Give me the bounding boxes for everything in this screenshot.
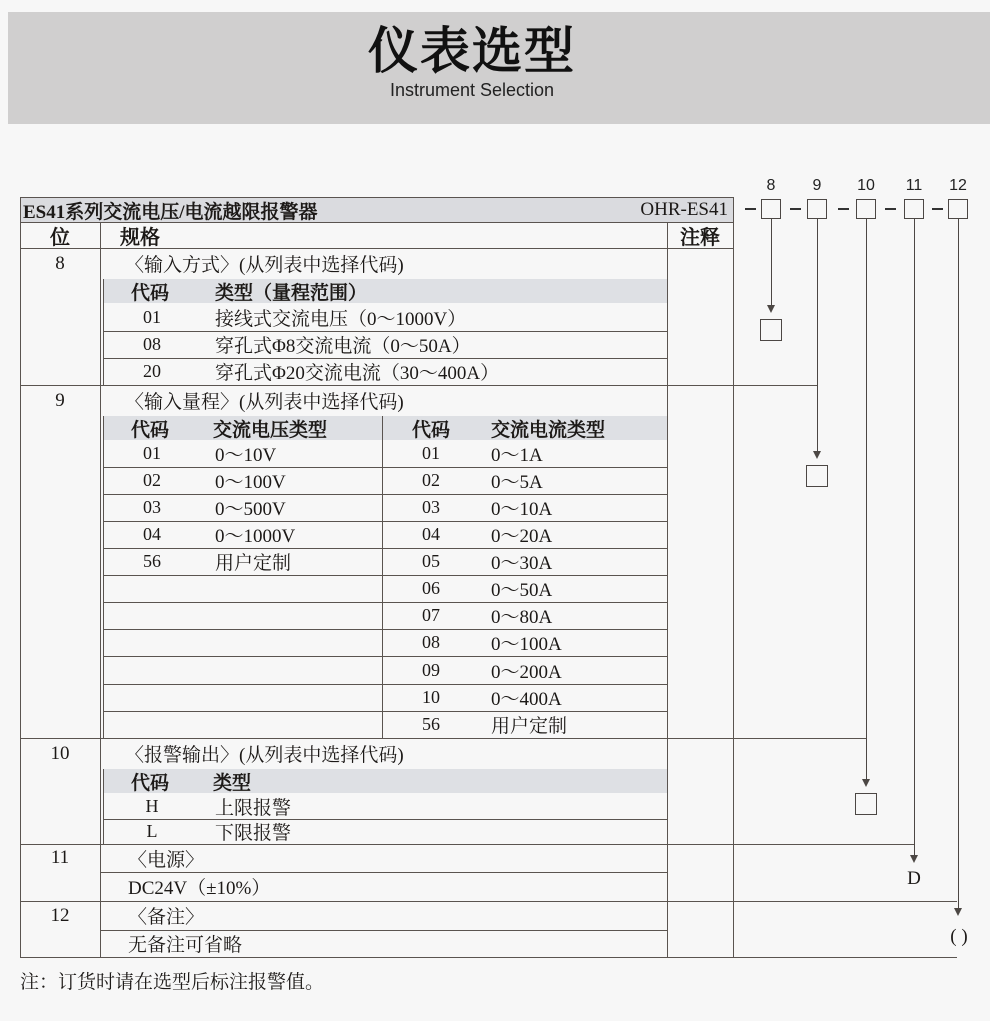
table-line <box>20 197 733 198</box>
pos9-volt-range: 0～100V <box>215 472 286 493</box>
pos8-row-type: 穿孔式Φ8交流电流（0～50A） <box>215 336 471 357</box>
remark-placeholder: ( ) <box>950 926 968 947</box>
pos10-subheader-band <box>103 769 667 793</box>
pos9-curr-code: 04 <box>422 524 440 544</box>
pos12-id: 12 <box>50 904 70 926</box>
pos11-value: DC24V（±10%） <box>128 878 271 899</box>
pos9-curr-code: 08 <box>422 632 440 652</box>
pos10-id: 10 <box>50 742 70 764</box>
target-box-8 <box>760 319 782 341</box>
arrow-down-icon <box>954 908 962 916</box>
subtable-line <box>103 521 667 522</box>
pos9-volt-range: 0～10V <box>215 445 277 466</box>
subtable-line <box>103 656 667 657</box>
pos9-volt-code: 56 <box>143 551 161 571</box>
connector-line-10 <box>866 219 867 779</box>
pos9-curr-code: 01 <box>422 443 440 463</box>
table-left-border <box>20 197 21 957</box>
arrow-down-icon <box>862 779 870 787</box>
arrow-down-icon <box>910 855 918 863</box>
pos9-volt-code: 02 <box>143 470 161 490</box>
subtable-line <box>103 575 667 576</box>
subtable-line <box>103 819 667 820</box>
pos9-curr-code: 03 <box>422 497 440 517</box>
pos9-id: 9 <box>55 389 65 411</box>
digit-label-10: 10 <box>857 177 875 194</box>
connector-line-12 <box>958 219 959 908</box>
dash-separator <box>885 208 896 210</box>
series-title: ES41系列交流电压/电流越限报警器 <box>23 201 318 223</box>
subtable-line <box>103 711 667 712</box>
dash-separator <box>838 208 849 210</box>
pos9-volt-range: 用户定制 <box>215 553 292 574</box>
digit-box-9 <box>807 199 827 219</box>
pos9-curr-range: 0～5A <box>491 472 543 493</box>
pos10-row-code: H <box>145 795 159 816</box>
connector-line-8 <box>771 219 772 305</box>
digit-label-8: 8 <box>766 177 776 194</box>
pos10-row-type: 上限报警 <box>215 797 292 819</box>
page-title: 仪表选型 <box>368 23 576 79</box>
pos9-curr-code: 10 <box>422 687 440 707</box>
note-column-divider <box>667 222 668 957</box>
subtable-line <box>103 684 667 685</box>
digit-label-9: 9 <box>812 177 822 194</box>
pos8-row-code: 01 <box>143 306 161 327</box>
table-bottom-line <box>20 957 957 958</box>
pos11-title: 〈电源〉 <box>128 849 205 871</box>
pos9-curr-code: 05 <box>422 551 440 571</box>
connector-line-11 <box>914 219 915 855</box>
pos9-title: 〈输入量程〉(从列表中选择代码) <box>125 392 404 413</box>
pos9-curr-code: 07 <box>422 605 440 625</box>
digit-box-12 <box>948 199 968 219</box>
arrow-down-icon <box>767 305 775 313</box>
pos10-col-type: 类型 <box>213 772 252 794</box>
pos12-value: 无备注可省略 <box>128 935 243 956</box>
pos9-volt-code: 03 <box>143 497 161 517</box>
power-default-code: D <box>907 868 921 889</box>
digit-label-12: 12 <box>949 177 967 194</box>
digit-box-10 <box>856 199 876 219</box>
pos10-row-code: L <box>146 821 158 841</box>
pos8-subtable-left-border <box>103 279 104 385</box>
pos9-curr-range: 0～100A <box>491 634 562 655</box>
pos9-curr-code: 09 <box>422 659 440 680</box>
pos9-volt-code: 04 <box>143 524 161 544</box>
target-box-10 <box>855 793 877 815</box>
pos8-title: 〈输入方式〉(从列表中选择代码) <box>125 255 404 276</box>
dash-separator <box>932 208 943 210</box>
pos9-curr-range: 0～20A <box>491 526 553 547</box>
pos12-title: 〈备注〉 <box>128 907 205 928</box>
pos8-row-type: 穿孔式Φ20交流电流（30～400A） <box>215 363 500 384</box>
pos9-volt-range: 0～500V <box>215 499 286 520</box>
pos9-col-code-left: 代码 <box>130 419 169 441</box>
pos-column-divider <box>100 222 101 957</box>
pos9-curr-range: 用户定制 <box>491 716 568 737</box>
footnote: 注：订货时请在选型后标注报警值。 <box>20 971 325 993</box>
pos10-row-type: 下限报警 <box>215 823 292 844</box>
pos9-col-code-right: 代码 <box>411 419 450 441</box>
pos11-id: 11 <box>50 847 70 868</box>
pos9-volt-code: 01 <box>143 443 161 463</box>
pos8-row-code: 20 <box>143 361 161 381</box>
table-right-border <box>733 197 734 957</box>
pos10-subtable-left-border <box>103 769 104 844</box>
arrow-down-icon <box>813 451 821 459</box>
pos8-row-type: 接线式交流电压（0～1000V） <box>215 308 467 330</box>
pos9-subtable-left-border <box>103 416 104 738</box>
dash-separator <box>745 208 756 210</box>
subtable-line <box>103 494 667 495</box>
col-header-pos: 位 <box>50 226 70 249</box>
pos9-curr-range: 0～50A <box>491 580 553 601</box>
subtable-line <box>103 467 667 468</box>
pos9-curr-range: 0～400A <box>491 689 562 710</box>
model-prefix: OHR-ES41 <box>640 199 728 220</box>
pos8-col-type: 类型（量程范围） <box>215 282 368 304</box>
page-banner <box>8 12 990 124</box>
subtable-line <box>103 602 667 603</box>
pos9-curr-range: 0～80A <box>491 607 553 628</box>
subtable-line <box>103 629 667 630</box>
col-header-note: 注释 <box>680 226 720 249</box>
digit-box-11 <box>904 199 924 219</box>
col-header-spec: 规格 <box>120 226 160 249</box>
subtable-line <box>103 548 667 549</box>
pos9-col-volt: 交流电压类型 <box>213 419 328 441</box>
pos10-title: 〈报警输出〉(从列表中选择代码) <box>125 745 404 766</box>
pos9-curr-range: 0～200A <box>491 661 562 683</box>
dash-separator <box>790 208 801 210</box>
pos9-curr-range: 0～10A <box>491 499 553 520</box>
pos8-id: 8 <box>55 252 65 274</box>
pos9-volt-range: 0～1000V <box>215 526 296 547</box>
pos9-curr-code: 56 <box>422 714 440 734</box>
pos9-subtable-mid-divider <box>382 416 383 738</box>
page-subtitle: Instrument Selection <box>389 80 555 100</box>
pos9-curr-code: 02 <box>422 470 440 490</box>
pos9-curr-range: 0～30A <box>491 553 553 574</box>
pos9-curr-code: 06 <box>422 578 440 598</box>
pos10-col-code: 代码 <box>130 772 169 794</box>
target-box-9 <box>806 465 828 487</box>
pos8-col-code: 代码 <box>130 282 169 304</box>
digit-label-11: 11 <box>905 177 923 194</box>
pos8-subheader-band <box>103 279 667 303</box>
pos8-row-code: 08 <box>143 334 161 354</box>
pos9-curr-range: 0～1A <box>491 445 543 466</box>
digit-box-8 <box>761 199 781 219</box>
connector-line-9 <box>817 219 818 451</box>
pos9-col-curr: 交流电流类型 <box>491 419 606 441</box>
